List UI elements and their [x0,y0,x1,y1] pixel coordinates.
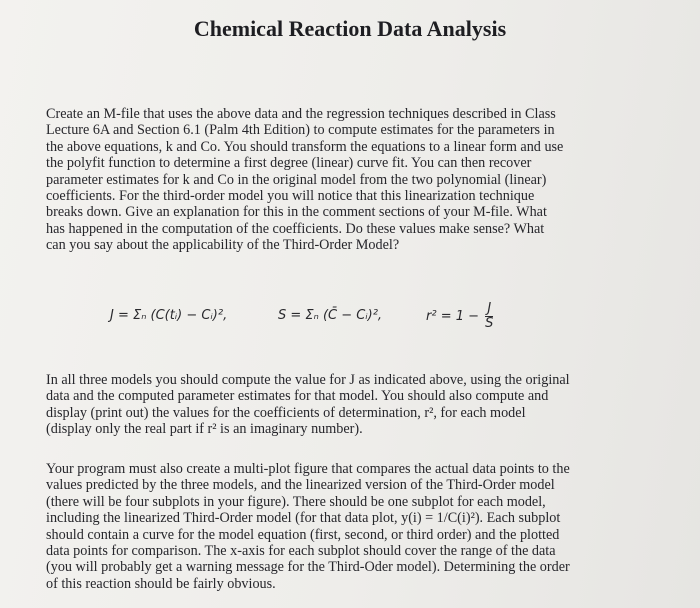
page-title: Chemical Reaction Data Analysis [193,16,507,41]
text-line: can you say about the applicability of the Third-Order Model? [46,237,400,254]
text-line: Your program must also create a multi-plot figure that compares the actual data points to the [46,461,570,477]
text-line: including the linearized Third-Order model (for that data plot, y(i) = 1/C(i)²). Each subplot [46,510,561,527]
equation-s: S = Σₙ (C̄ − Cᵢ)², [278,308,383,323]
instructions-paragraph [46,106,632,254]
fraction-numerator: J [485,302,493,317]
text-line: In all three models you should compute the value for J as indicated above, using the original [46,372,570,388]
text-line: (you will probably get a warning message for the Third-Oder model). Determining the order [46,559,570,576]
equation-j: J = Σₙ (C(tᵢ) − Cᵢ)², [110,308,228,323]
text-line: breaks down. Give an explanation for this in the comment sections of your M-file. What [46,204,547,221]
text-line: parameter estimates for k and Co in the original model from the two polynomial (linear) [46,171,547,188]
text-line: values predicted by the three models, and the linearized version of the Third-Order model [46,477,555,494]
text-line: (there will be four subplots in your figure). There should be one subplot for each model, [46,493,546,510]
text-line: Lecture 6A and Section 6.1 (Palm 4th Edition) to compute estimates for the parameters in [46,122,555,139]
text-line: data points for comparison. The x-axis for each subplot should cover the range of the data [46,543,556,560]
equation-r2-fraction [485,302,493,331]
plot-paragraph [46,461,632,592]
equation-r2 [426,302,493,331]
text-line: the above equations, k and Co. You should transform the equations to a linear form and use [46,138,564,155]
text-line: has happened in the computation of the coefficients. Do these values make sense? What [46,220,545,237]
text-line: the polyfit function to determine a first degree (linear) curve fit. You can then recover [46,155,532,172]
text-line: Create an M-file that uses the above data and the regression techniques described in Class [46,106,556,122]
computation-paragraph [46,372,632,438]
text-line: coefficients. For the third-order model you will notice that this linearization technique [46,188,535,205]
fraction-denominator: S [485,316,494,331]
text-line: should contain a curve for the model equation (first, second, or third order) and the plotted [46,526,560,543]
text-line: of this reaction should be fairly obvious. [46,575,276,592]
text-line: display (print out) the values for the coefficients of determination, r², for each model [46,404,526,421]
text-line: data and the computed parameter estimates for that model. You should also compute and [46,388,549,405]
text-line: (display only the real part if r² is an imaginary number). [46,421,363,438]
equation-r2-lhs: r² = 1 − [426,309,480,324]
